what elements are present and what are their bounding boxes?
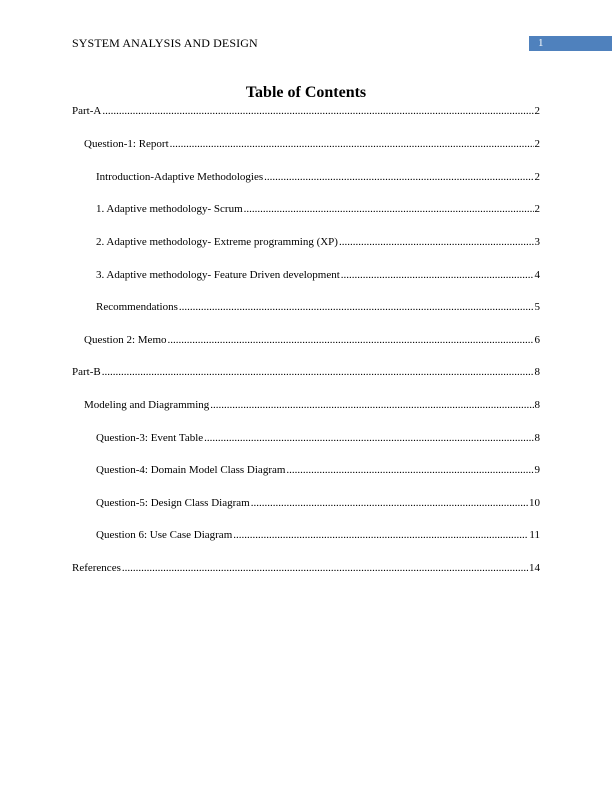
toc-entry-page: 9 — [534, 464, 540, 476]
toc-entry-label: Part-A — [72, 105, 102, 117]
toc-entry-label: Question 6: Use Case Diagram — [96, 529, 233, 541]
toc-entry-label: 2. Adaptive methodology- Extreme programming (XP) — [96, 236, 338, 248]
toc-entry-label: Modeling and Diagramming — [84, 399, 210, 411]
toc-entry-page: 2 — [534, 138, 540, 150]
toc-entry-page: 5 — [534, 301, 540, 313]
toc-entry-label: Question-3: Event Table — [96, 432, 204, 444]
toc-entry-question-6[interactable] — [96, 528, 540, 542]
toc-entry-label: Question-4: Domain Model Class Diagram — [96, 464, 286, 476]
page-number-badge: 1 — [529, 36, 612, 51]
toc-entry-label: Question-1: Report — [84, 138, 169, 150]
toc-entry-page: 2 — [534, 203, 540, 215]
toc-heading: Table of Contents — [245, 84, 367, 101]
toc-entry-page: 14 — [529, 562, 540, 574]
toc-entry-label: Part-B — [72, 366, 101, 378]
toc-entry-scrum[interactable] — [96, 202, 540, 216]
toc-entry-question-2[interactable] — [84, 333, 540, 347]
toc-entry-label: Question 2: Memo — [84, 334, 167, 346]
toc-entry-part-a[interactable] — [72, 104, 540, 118]
toc-entry-recommendations[interactable] — [96, 300, 540, 314]
toc-entry-page: 3 — [534, 236, 540, 248]
toc-entry-question-3[interactable] — [96, 431, 540, 445]
toc-entry-page: 6 — [534, 334, 540, 346]
toc-entry-references[interactable] — [72, 561, 540, 575]
toc-entry-page: 2 — [534, 171, 540, 183]
toc-entry-page: 8 — [534, 432, 540, 444]
toc-entry-question-5[interactable] — [96, 496, 540, 510]
toc-entry-xp[interactable] — [96, 235, 540, 249]
header-title: SYSTEM ANALYSIS AND DESIGN — [72, 36, 258, 50]
toc-entry-page: 2 — [534, 105, 540, 117]
toc-entry-label: 1. Adaptive methodology- Scrum — [96, 203, 243, 215]
toc-entry-page: 4 — [534, 269, 540, 281]
toc-entry-label: 3. Adaptive methodology- Feature Driven development — [96, 269, 340, 281]
toc-entry-question-4[interactable] — [96, 463, 540, 477]
toc-entry-label: Introduction-Adaptive Methodologies — [96, 171, 264, 183]
toc-entry-page: 8 — [534, 366, 540, 378]
toc-entry-question-1[interactable] — [84, 137, 540, 151]
toc-entry-label: Question-5: Design Class Diagram — [96, 497, 250, 509]
toc-entry-page: 10 — [529, 497, 540, 509]
toc-entry-page: 8 — [534, 399, 540, 411]
toc-entry-label: References — [72, 562, 121, 574]
toc-entry-modeling[interactable] — [84, 398, 540, 412]
toc-entry-fdd[interactable] — [96, 268, 540, 282]
toc-entry-label: Recommendations — [96, 301, 178, 313]
toc-entry-page: 11 — [529, 529, 540, 541]
toc-entry-part-b[interactable] — [72, 365, 540, 379]
toc-entry-introduction[interactable] — [96, 170, 540, 184]
